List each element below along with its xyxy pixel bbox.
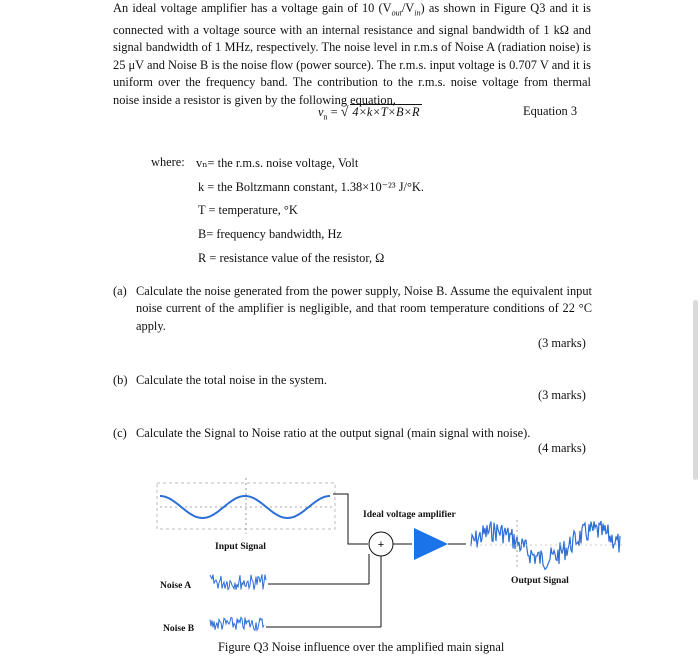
definition-k: k = the Boltzmann constant, 1.38×10⁻²³ J/°K. [198,180,424,194]
noise-b-label: Noise B [163,623,195,634]
question-c-label: (c) [113,426,127,440]
eq-lhs: v [318,105,324,119]
vertical-scrollbar[interactable] [693,300,698,480]
thermal-noise-equation: $v_n$ = √ 4×k×T×B×R [318,105,420,122]
sum-symbol: + [377,539,385,551]
question-a-marks: (3 marks) [538,336,586,350]
intro-text-3: ) as shown in Figure Q3 and it is connected with a voltage source with an internal resistance and signal bandwidth of 1 kΩ and signal bandwidth of 1 MHz, respectively. The noise level in r.m.s of Noise A (radiation noise) is 25 μV and Noise B is the noise flow (power source). The r.m.s. input voltage is 0.707 V and it is uniform over the frequency band. The contribution to the r.m.s. noise voltage from thermal noise inside a resistor is given by the following equation, [113,1,591,107]
question-c-text: Calculate the Signal to Noise ratio at the output signal (main signal with noise). [136,426,531,440]
definition-r: R = resistance value of the resistor, Ω [198,251,385,265]
vin-sub: in [414,8,421,18]
output-signal-label: Output Signal [511,575,569,586]
noise-a-waveform [210,574,266,590]
noise-b-waveform [210,617,264,630]
eq-rhs: 4×k×T×B×R [352,105,420,119]
definition-vn: vₙ= the r.m.s. noise voltage, Volt [196,156,359,170]
question-a-label: (a) [113,284,127,298]
intro-text-2: /V [401,1,415,15]
amplifier-label: Ideal voltage amplifier [363,509,456,520]
noise-a-label: Noise A [160,580,192,591]
amplifier-triangle [414,528,448,560]
question-c-marks: (4 marks) [538,441,586,455]
input-signal-label: Input Signal [215,541,266,552]
where-label: where: [151,155,185,169]
vout-sub: out [391,8,402,18]
definition-t: T = temperature, °K [198,203,298,217]
equation-label: Equation 3 [523,104,578,118]
question-b-marks: (3 marks) [538,388,586,402]
question-b-label: (b) [113,373,128,387]
figure-caption: Figure Q3 Noise influence over the amplified main signal [218,640,505,654]
question-b-text: Calculate the total noise in the system. [136,373,327,387]
definition-b: B= frequency bandwidth, Hz [198,227,342,241]
question-a-text: Calculate the noise generated from the power supply, Noise B. Assume the equivalent input noise current of the amplifier is negligible, and that room temperature conditions of 22 °C apply. [136,284,592,333]
eq-equals: = [327,105,341,119]
intro-text-1: An ideal voltage amplifier has a voltage gain of 10 (V [113,1,392,15]
eq-lhs-sub: n [323,112,328,122]
